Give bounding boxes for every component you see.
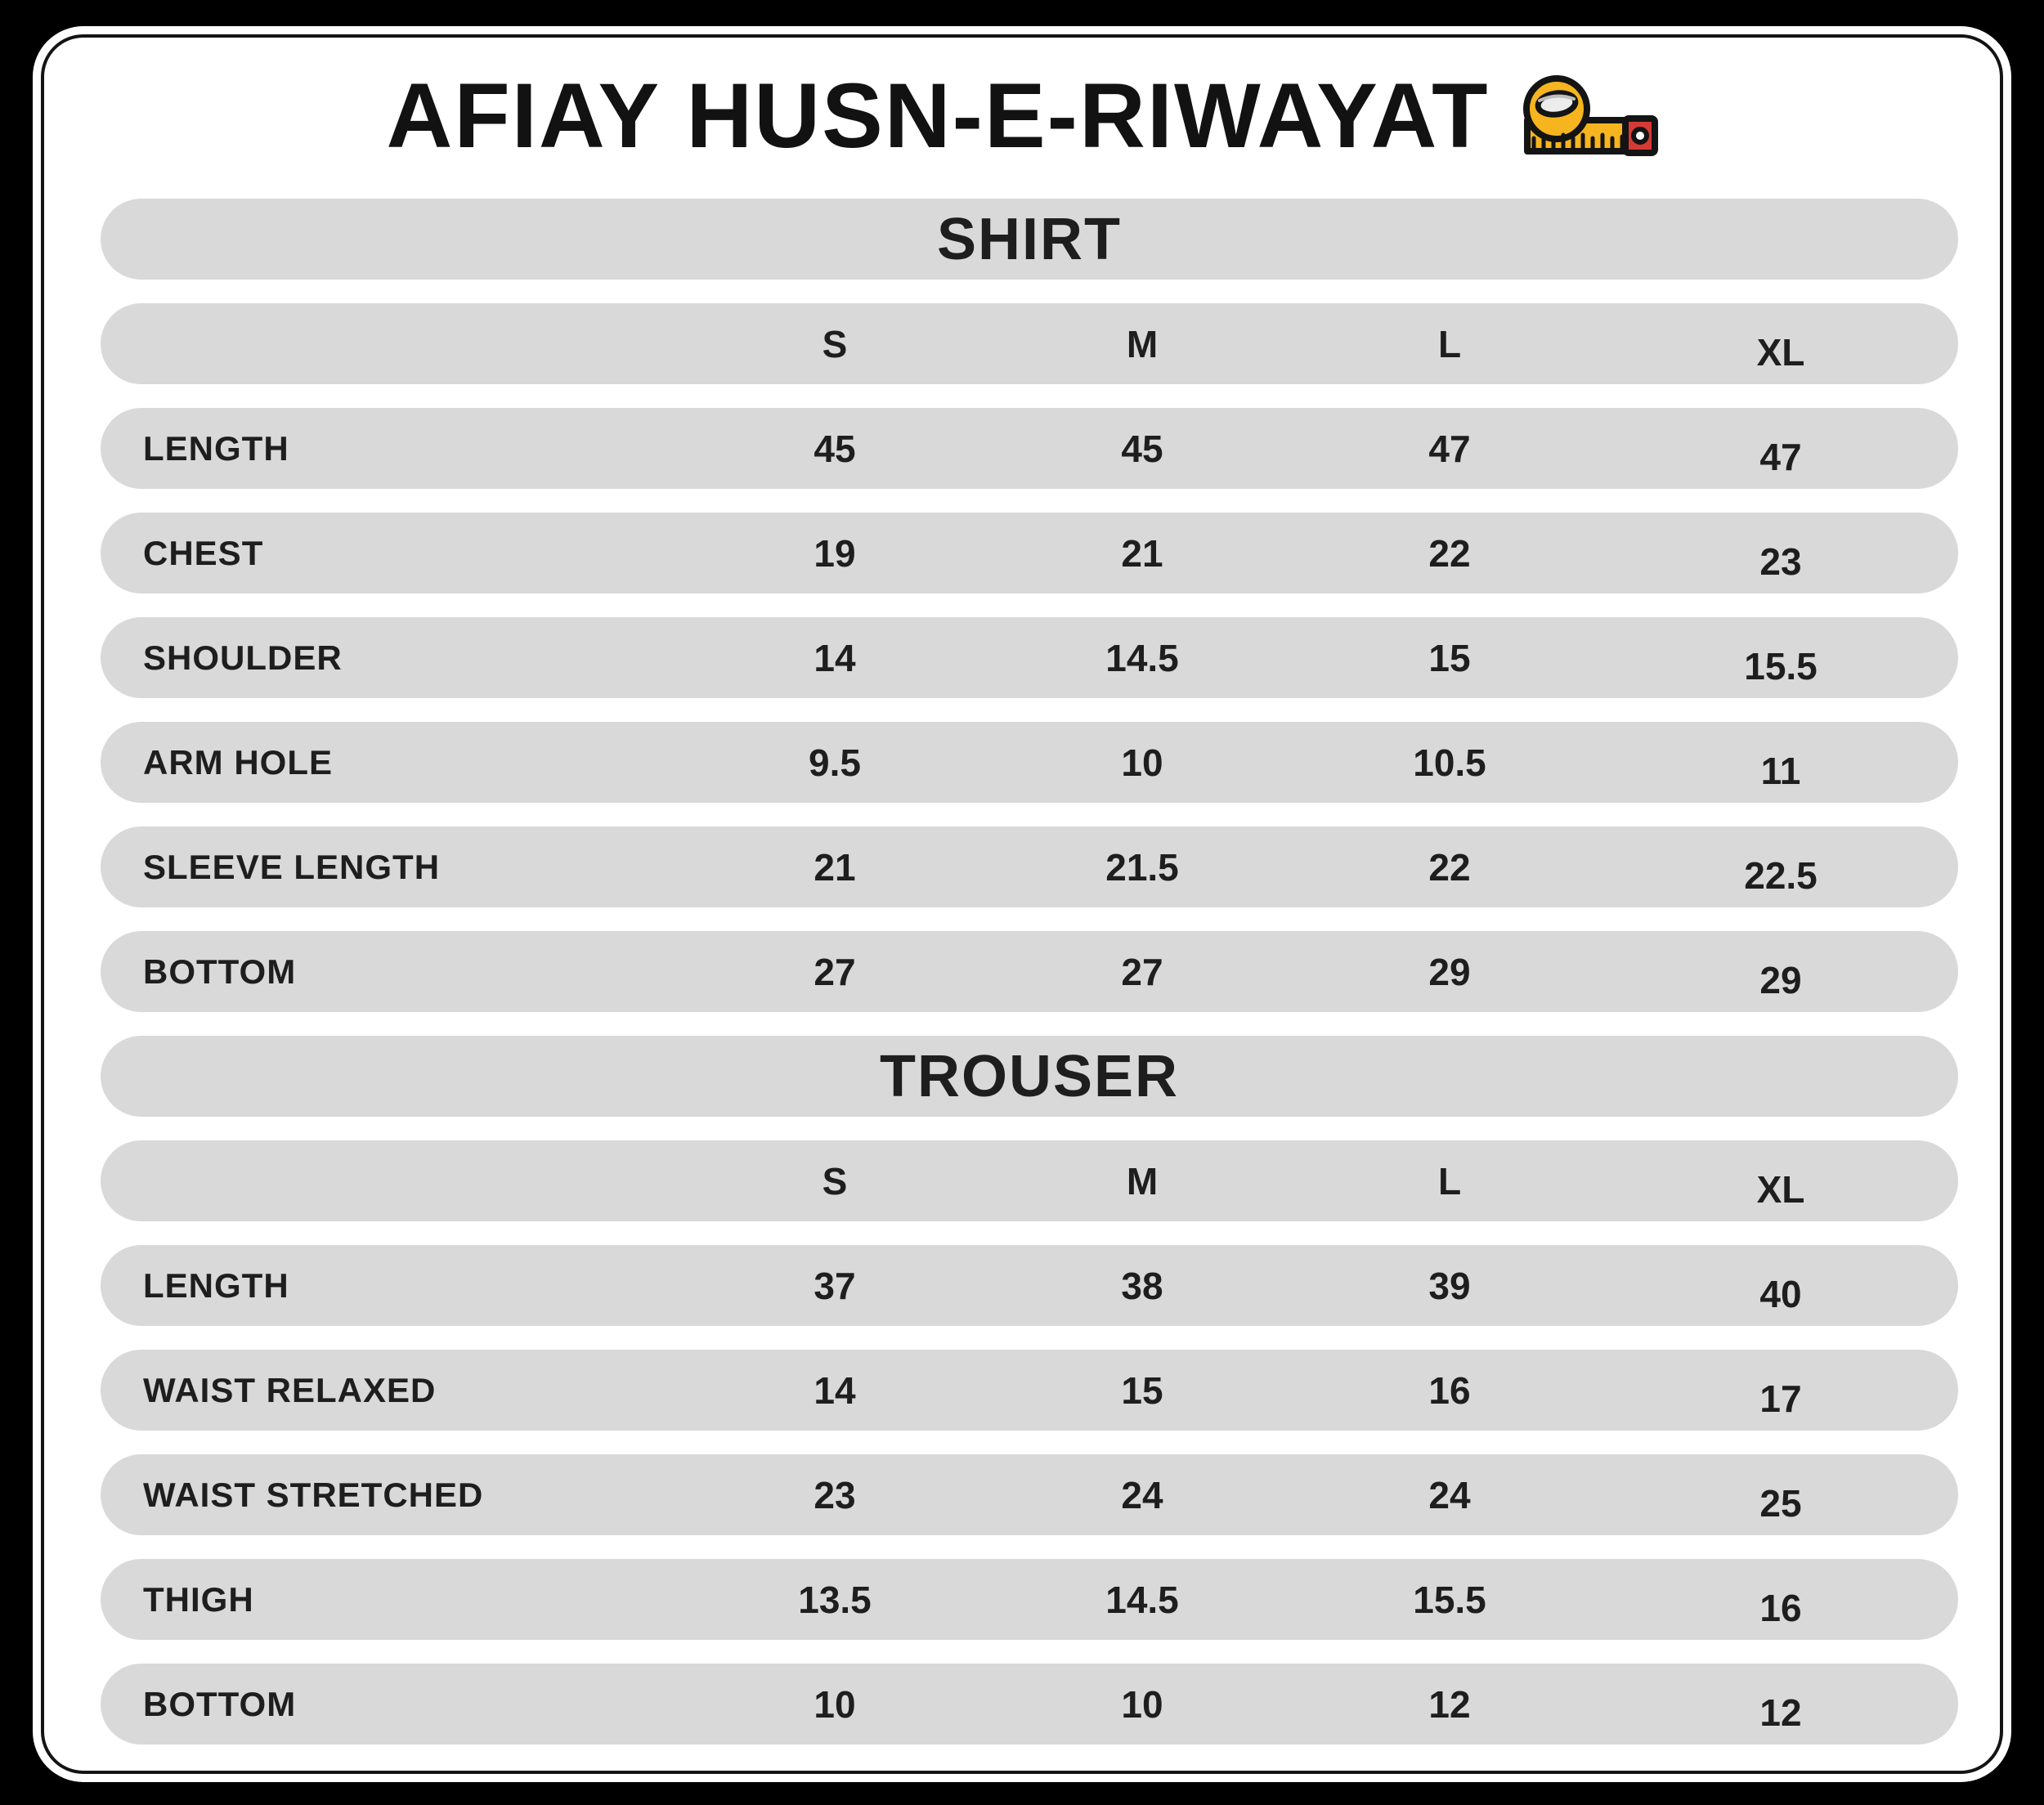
- value-m: 27: [1121, 950, 1163, 993]
- page-header: [44, 62, 2000, 168]
- value-xl: 40: [1759, 1272, 1802, 1315]
- table-row-trouser-length: [101, 1245, 1958, 1326]
- size-tables: [101, 199, 1958, 1768]
- table-row-shirt-bottom: [101, 931, 1958, 1012]
- row-label: THIGH: [143, 1579, 254, 1619]
- value-s: 45: [814, 427, 856, 470]
- value-m: 24: [1121, 1473, 1163, 1516]
- table-row-trouser-thigh: [101, 1559, 1958, 1640]
- value-xl: 17: [1759, 1377, 1802, 1420]
- section-header-shirt: [101, 199, 1958, 280]
- value-s: 23: [814, 1473, 856, 1516]
- value-m: 45: [1121, 427, 1163, 470]
- value-s: 21: [814, 845, 856, 889]
- value-l: 12: [1428, 1682, 1471, 1726]
- value-m: 15: [1121, 1368, 1163, 1412]
- row-label: LENGTH: [143, 1265, 289, 1305]
- value-l: 22: [1428, 845, 1471, 889]
- value-m: 38: [1121, 1264, 1163, 1307]
- measuring-tape-icon: [1514, 73, 1658, 169]
- table-row-shirt-chest: [101, 513, 1958, 593]
- size-col-xl: XL: [1756, 1167, 1805, 1211]
- value-xl: 16: [1759, 1586, 1802, 1629]
- table-row-trouser-waist-relaxed: [101, 1350, 1958, 1431]
- value-m: 14.5: [1105, 636, 1179, 679]
- value-l: 15: [1428, 636, 1471, 679]
- value-s: 37: [814, 1264, 856, 1307]
- section-header-trouser: [101, 1036, 1958, 1117]
- value-xl: 15.5: [1744, 644, 1818, 688]
- value-s: 14: [814, 636, 856, 679]
- value-l: 15.5: [1413, 1578, 1486, 1621]
- size-col-l: L: [1437, 1159, 1462, 1203]
- value-l: 24: [1428, 1473, 1471, 1516]
- value-s: 9.5: [809, 741, 861, 784]
- table-row-shirt-arm-hole: [101, 722, 1958, 803]
- row-label: LENGTH: [143, 428, 289, 468]
- row-label: SHOULDER: [143, 638, 343, 677]
- value-l: 16: [1428, 1368, 1471, 1412]
- value-l: 47: [1428, 427, 1471, 470]
- value-xl: 12: [1759, 1691, 1802, 1734]
- table-row-trouser-waist-stretched: [101, 1454, 1958, 1535]
- value-m: 10: [1121, 741, 1163, 784]
- value-xl: 47: [1759, 435, 1802, 478]
- row-label: WAIST RELAXED: [143, 1370, 437, 1409]
- size-col-s: S: [822, 1159, 848, 1203]
- size-header-row-trouser: [101, 1140, 1958, 1221]
- row-label: SLEEVE LENGTH: [143, 847, 441, 886]
- value-xl: 11: [1760, 749, 1801, 792]
- table-row-trouser-bottom: [101, 1664, 1958, 1745]
- value-m: 14.5: [1105, 1578, 1179, 1621]
- value-xl: 23: [1759, 540, 1802, 583]
- section-title-shirt: SHIRT: [937, 206, 1122, 272]
- row-label: BOTTOM: [143, 1684, 297, 1723]
- value-s: 10: [814, 1682, 856, 1726]
- value-s: 19: [814, 531, 856, 575]
- value-s: 27: [814, 950, 856, 993]
- size-col-m: M: [1126, 1159, 1159, 1203]
- value-m: 21.5: [1105, 845, 1179, 889]
- row-label: WAIST STRETCHED: [143, 1475, 484, 1514]
- value-m: 21: [1121, 531, 1163, 575]
- value-l: 10.5: [1413, 741, 1486, 784]
- row-label: BOTTOM: [143, 952, 297, 991]
- value-xl: 29: [1759, 958, 1802, 1001]
- section-title-trouser: TROUSER: [879, 1043, 1180, 1109]
- value-l: 39: [1428, 1264, 1471, 1307]
- value-xl: 22.5: [1744, 853, 1818, 897]
- size-header-row-shirt: [101, 303, 1958, 384]
- size-chart-card: [41, 34, 2003, 1774]
- row-label: ARM HOLE: [143, 742, 333, 782]
- value-l: 29: [1428, 950, 1471, 993]
- value-l: 22: [1428, 531, 1471, 575]
- page-title: AFIAY HUSN-E-RIWAYAT: [386, 64, 1490, 167]
- size-col-m: M: [1126, 322, 1159, 365]
- size-col-l: L: [1437, 322, 1462, 365]
- size-col-xl: XL: [1756, 330, 1805, 374]
- value-s: 13.5: [798, 1578, 872, 1621]
- value-xl: 25: [1759, 1481, 1802, 1525]
- table-row-shirt-sleeve-length: [101, 826, 1958, 907]
- row-label: CHEST: [143, 533, 264, 572]
- table-row-shirt-length: [101, 408, 1958, 489]
- value-m: 10: [1121, 1682, 1163, 1726]
- table-row-shirt-shoulder: [101, 617, 1958, 698]
- value-s: 14: [814, 1368, 856, 1412]
- size-col-s: S: [822, 322, 848, 365]
